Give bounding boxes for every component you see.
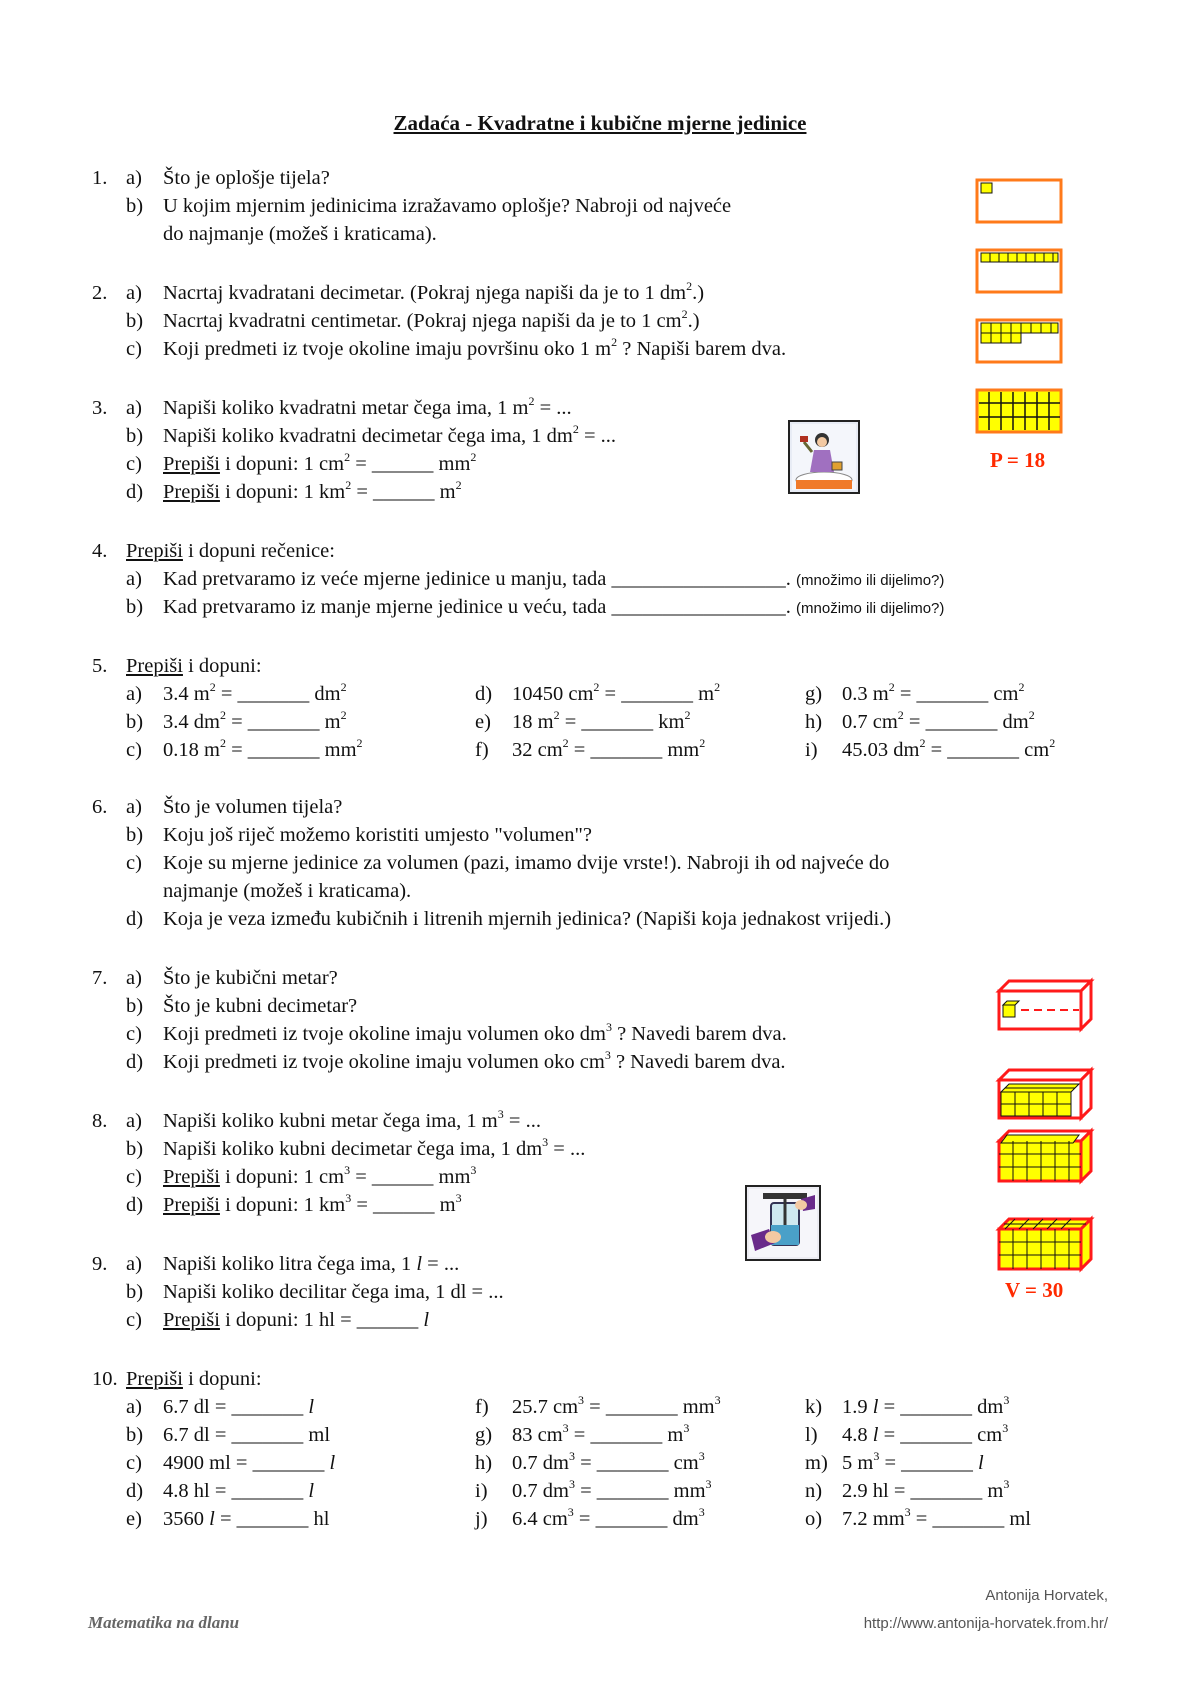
q2b-text: Nacrtaj kvadratni centimetar. (Pokraj njega napiši da je to 1 $cm^2$.) [163,307,700,332]
q7a-text: Što je kubični metar? [163,967,338,989]
q10-item-letter: o) [805,1508,823,1530]
q4a-letter: a) [126,568,142,590]
q10-item-letter: k) [805,1396,823,1418]
cube-unit-box-4 [995,1215,1097,1273]
q10-item-text: 3560 l = _______ hl [163,1508,330,1530]
q9b-letter: b) [126,1281,144,1303]
q10-item-text: 0.7 $dm^3$ = _______ $mm^3$ [512,1477,712,1502]
q6c-text: Koje su mjerne jedinice za volumen (pazi, imamo dvije vrste!). Nabroji ih od najveće do [163,852,890,874]
q9c-letter: c) [126,1309,142,1331]
q10-item-text: 4900 ml = _______ l [163,1452,336,1474]
q10-item-text: 2.9 hl = _______ $m^3$ [842,1477,1010,1502]
q3b-letter: b) [126,425,144,447]
square-unit-rect-4 [975,388,1065,436]
q4b-letter: b) [126,596,144,618]
q5-item-letter: f) [475,739,489,761]
jar-clipart-icon [745,1185,821,1261]
q10-item-text: 5 $m^3$ = _______ l [842,1449,984,1474]
q9a-letter: a) [126,1253,142,1275]
q5-item-text: 45.03 $dm^2$ = _______ $cm^2$ [842,736,1056,761]
q9b-text: Napiši koliko decilitar čega ima, 1 dl = ... [163,1281,504,1303]
cube-unit-box-3 [995,1127,1097,1185]
q9c-text: Prepiši i dopuni: 1 hl = ______ l [163,1309,430,1331]
square-unit-rect-2 [975,248,1065,296]
q8a-letter: a) [126,1110,142,1132]
q5-item-text: 18 $m^2$ = _______ $km^2$ [512,708,691,733]
q5-number: 5. [92,655,108,677]
q1a-letter: a) [126,167,142,189]
q8c-text: Prepiši i dopuni: 1 $cm^3$ = ______ $mm^3$ [163,1163,477,1188]
q10-item-text: 0.7 $dm^3$ = _______ $cm^3$ [512,1449,705,1474]
q10-item-text: 1.9 l = _______ $dm^3$ [842,1393,1010,1418]
q7a-letter: a) [126,967,142,989]
q3b-text: Napiši koliko kvadratni decimetar čega ima, 1 $dm^2$ = ... [163,422,617,447]
q6-number: 6. [92,796,108,818]
q6d-letter: d) [126,908,144,930]
q10-heading: Prepiši i dopuni: [126,1368,262,1390]
q10-item-text: 6.4 $cm^3$ = _______ $dm^3$ [512,1505,705,1530]
cube-unit-box-2 [995,1066,1097,1122]
q6d-text: Koja je veza između kubičnih i litrenih mjernih jedinica? (Napiši koja jednakost vrijedi.) [163,908,892,930]
q6a-text: Što je volumen tijela? [163,796,343,818]
q5-item-text: 3.4 $dm^2$ = _______ $m^2$ [163,708,347,733]
q5-item-letter: d) [475,683,493,705]
q10-item-letter: d) [126,1480,144,1502]
q1b-letter: b) [126,195,144,217]
footer-author: Antonija Horvatek, [985,1587,1108,1604]
q8b-letter: b) [126,1138,144,1160]
q5-item-letter: g) [805,683,823,705]
square-unit-rect-1 [975,178,1065,226]
girl-clipart-icon [788,420,860,494]
q9a-text: Napiši koliko litra čega ima, 1 l = ... [163,1253,460,1275]
q8d-letter: d) [126,1194,144,1216]
q7d-letter: d) [126,1051,144,1073]
q10-item-text: 6.7 dl = _______ ml [163,1424,331,1446]
q10-item-text: 25.7 $cm^3$ = _______ $mm^3$ [512,1393,721,1418]
q6b-letter: b) [126,824,144,846]
q4a-hint: (množimo ili dijelimo?) [796,572,945,589]
q10-item-letter: h) [475,1452,493,1474]
q8d-text: Prepiši i dopuni: 1 $km^3$ = ______ $m^3$ [163,1191,462,1216]
q5-item-letter: b) [126,711,144,733]
q10-item-letter: j) [475,1508,488,1530]
q5-item-text: 0.7 $cm^2$ = _______ $dm^2$ [842,708,1035,733]
q10-item-letter: e) [126,1508,142,1530]
q6c-text-cont: najmanje (možeš i kraticama). [163,880,412,902]
q5-item-letter: a) [126,683,142,705]
q1b-text: U kojim mjernim jedinicima izražavamo oplošje? Nabroji od najveće [163,195,732,217]
q3-number: 3. [92,397,108,419]
volume-label: V = 30 [1005,1278,1064,1302]
q2-number: 2. [92,282,108,304]
q6c-letter: c) [126,852,142,874]
q5-item-text: 0.3 $m^2$ = _______ $cm^2$ [842,680,1025,705]
q2b-letter: b) [126,310,144,332]
q7-number: 7. [92,967,108,989]
q5-item-letter: i) [805,739,818,761]
q5-item-letter: e) [475,711,491,733]
q5-heading: Prepiši i dopuni: [126,655,262,677]
q5-item-text: 0.18 $m^2$ = _______ $mm^2$ [163,736,363,761]
q10-item-letter: c) [126,1452,142,1474]
q7b-text: Što je kubni decimetar? [163,995,358,1017]
footer-url[interactable]: http://www.antonija-horvatek.from.hr/ [863,1615,1108,1632]
q10-item-letter: l) [805,1424,818,1446]
q1b-text-cont: do najmanje (možeš i kraticama). [163,223,437,245]
q10-item-letter: a) [126,1396,142,1418]
area-label: P = 18 [990,448,1046,472]
q6a-letter: a) [126,796,142,818]
q2c-text: Koji predmeti iz tvoje okoline imaju površinu oko 1 $m^2$ ? Napiši barem dva. [163,335,787,360]
q7b-letter: b) [126,995,144,1017]
q3d-text: Prepiši i dopuni: 1 $km^2$ = ______ $m^2$ [163,478,462,503]
footer-brand-logo: Matematika na dlanu [88,1613,240,1632]
q2c-letter: c) [126,338,142,360]
q5-item-letter: h) [805,711,823,733]
q1-number: 1. [92,167,108,189]
q10-item-text: 4.8 hl = _______ l [163,1480,315,1502]
q1a-text: Što je oplošje tijela? [163,167,330,189]
q10-number: 10. [92,1368,118,1390]
q5-item-text: 32 $cm^2$ = _______ $mm^2$ [512,736,706,761]
q3d-letter: d) [126,481,144,503]
q4-heading: Prepiši i dopuni rečenice: [126,540,335,562]
q3a-letter: a) [126,397,142,419]
page-title: Zadaća - Kvadratne i kubične mjerne jedinice [393,111,807,135]
q4b-text: Kad pretvaramo iz manje mjerne jedinice u veću, tada _________________. (množimo ili dijelimo?) [163,596,945,618]
q5-item-text: 10450 $cm^2$ = _______ $m^2$ [512,680,721,705]
q5-item-letter: c) [126,739,142,761]
q6b-text: Koju još riječ možemo koristiti umjesto "volumen"? [163,824,592,846]
q10-item-letter: f) [475,1396,489,1418]
cube-unit-box-1 [995,977,1097,1033]
q5-item-text: 3.4 $m^2$ = _______ $dm^2$ [163,680,347,705]
q7c-text: Koji predmeti iz tvoje okoline imaju volumen oko $dm^3$ ? Navedi barem dva. [163,1020,787,1045]
q4b-hint: (množimo ili dijelimo?) [796,600,945,617]
q2a-text: Nacrtaj kvadratani decimetar. (Pokraj njega napiši da je to 1 $dm^2$.) [163,279,705,304]
q8b-text: Napiši koliko kubni decimetar čega ima, 1 $dm^3$ = ... [163,1135,586,1160]
q10-item-letter: g) [475,1424,493,1446]
q10-item-text: 83 $cm^3$ = _______ $m^3$ [512,1421,690,1446]
q7d-text: Koji predmeti iz tvoje okoline imaju volumen oko $cm^3$ ? Navedi barem dva. [163,1048,786,1073]
q10-item-letter: m) [805,1452,828,1474]
q10-item-text: 7.2 $mm^3$ = _______ ml [842,1505,1031,1530]
square-unit-rect-3 [975,318,1065,366]
q2a-letter: a) [126,282,142,304]
q10-item-letter: b) [126,1424,144,1446]
q3c-letter: c) [126,453,142,475]
q4a-text: Kad pretvaramo iz veće mjerne jedinice u manju, tada _________________. (množimo ili dijelimo?) [163,568,945,590]
q7c-letter: c) [126,1023,142,1045]
q3c-text: Prepiši i dopuni: 1 $cm^2$ = ______ $mm^2$ [163,450,477,475]
q4-number: 4. [92,540,108,562]
q10-item-letter: i) [475,1480,488,1502]
q8-number: 8. [92,1110,108,1132]
q9-number: 9. [92,1253,108,1275]
q10-item-text: 6.7 dl = _______ l [163,1396,315,1418]
q10-item-letter: n) [805,1480,823,1502]
q3a-text: Napiši koliko kvadratni metar čega ima, 1 $m^2$ = ... [163,394,572,419]
q10-item-text: 4.8 l = _______ $cm^3$ [842,1421,1009,1446]
q8a-text: Napiši koliko kubni metar čega ima, 1 $m^3$ = ... [163,1107,541,1132]
q8c-letter: c) [126,1166,142,1188]
